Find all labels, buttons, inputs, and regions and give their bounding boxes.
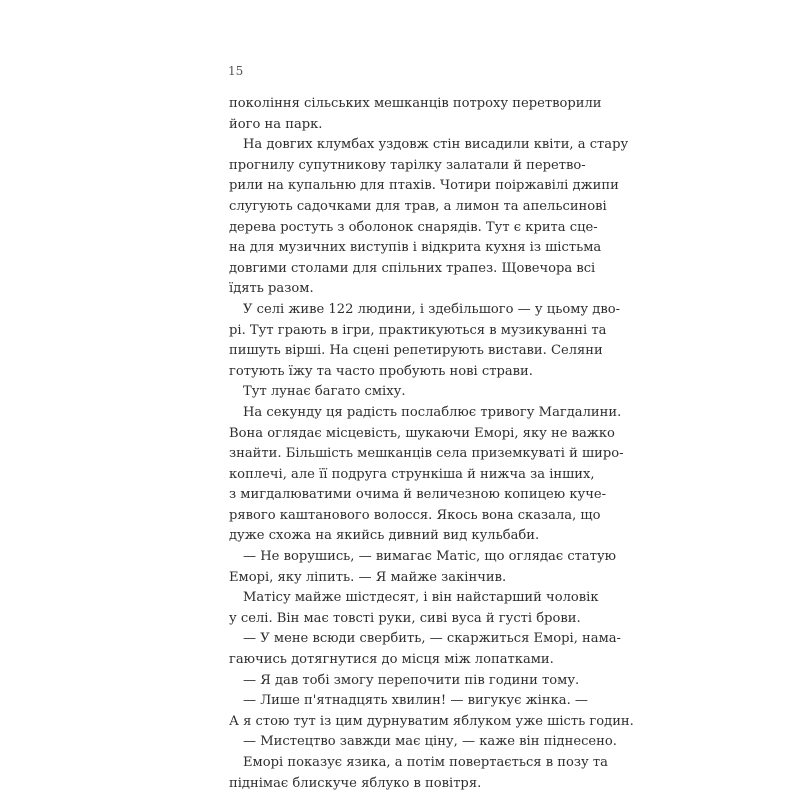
text-line: рявого каштанового волосся. Якось вона сказала, що [229,507,601,523]
text-line: Еморі, яку ліпить. — Я майже закінчив. [229,569,507,585]
page-number: 15 [228,64,244,78]
text-line: — Мистецтво завжди має ціну, — каже він піднесено. [243,734,617,750]
text-line: у селі. Він має товсті руки, сиві вуса й густі брови. [229,610,581,626]
text-line: пишуть вірші. На сцені репетирують вистави. Селяни [229,343,603,359]
text-line: рили на купальню для птахів. Чотири поіржавілі джипи [229,178,619,194]
text-line: У селі живе 122 людини, і здебільшого — у цьому дво- [243,301,620,317]
text-line: на для музичних виступів і відкрита кухня із шістьма [229,240,602,256]
text-line: з мигдалюватими очима й величезною копицею куче- [229,487,607,503]
text-line: На секунду ця радість послаблює тривогу Магдалини. [243,404,622,420]
text-line: А я стою тут із цим дурнуватим яблуком уже шість годин. [229,713,634,729]
text-line: знайти. Більшість мешканців села приземкуваті й широ- [229,446,624,462]
text-line: — Не ворушись, — вимагає Матіс, що оглядає статую [243,549,617,565]
text-line: Еморі показує язика, а потім повертається в позу та [243,755,608,770]
text-line: покоління сільських мешканців потроху перетворили [229,96,602,111]
text-line: піднімає блискуче яблуко в повітря. [229,775,482,791]
text-line: рі. Тут грають в ігри, практикуються в музикуванні та [229,322,607,338]
text-line: гаючись дотягнутися до місця між лопатками. [229,652,554,668]
text-line: довгими столами для спільних трапез. Щовечора всі [229,260,596,276]
text-line: Матісу майже шістдесят, і він найстарший чоловік [243,590,599,606]
text-line: дерева ростуть з оболонок снарядів. Тут є крита сце- [229,219,598,235]
text-line: На довгих клумбах уздовж стін висадили квіти, а стару [243,137,629,153]
text-line: прогнилу супутникову тарілку залатали й перетво- [229,157,586,173]
text-line: їдять разом. [229,281,314,297]
text-line: коплечі, але її подруга стрункіша й нижча за інших, [229,466,595,482]
text-line: — У мене всюди свербить, — скаржиться Еморі, нама- [243,631,621,647]
text-line: — Я дав тобі змогу перепочити пів години тому. [243,672,580,688]
body-text [229,94,634,794]
text-line: дуже схожа на якийсь дивний вид кульбаби. [229,528,540,544]
text-line: Тут лунає багато сміху. [243,384,406,400]
text-line: його на парк. [229,116,323,132]
text-line: слугують садочками для трав, а лимон та апельсинові [229,198,607,214]
text-line: готують їжу та часто пробують нові страви. [229,363,533,379]
text-line: — Лише п'ятнадцять хвилин! — вигукує жінка. — [243,693,588,709]
text-line: Вона оглядає місцевість, шукаючи Еморі, яку не важко [229,425,615,441]
